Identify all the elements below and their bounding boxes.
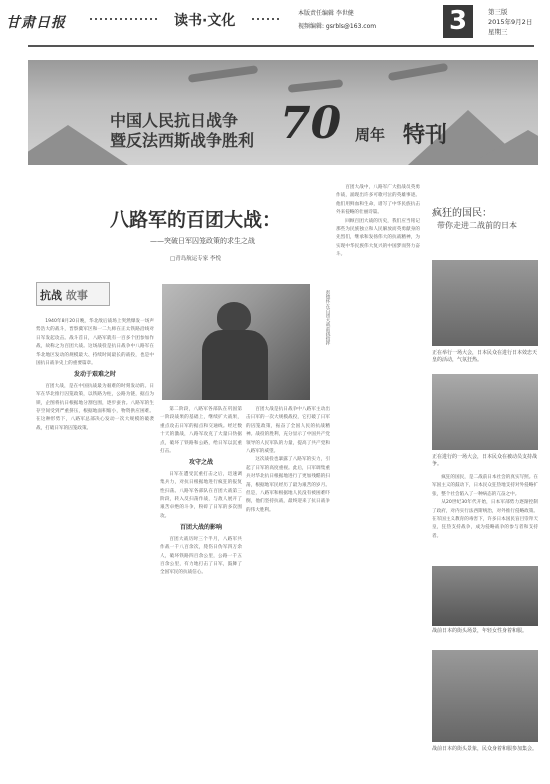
plane-silhouette bbox=[388, 63, 448, 81]
banner-special-issue: 特刊 bbox=[403, 123, 448, 148]
sidebar-caption-4: 战前日本的街头景象，民众身着和服参加集会。 bbox=[432, 746, 538, 752]
photo-figure-head bbox=[217, 302, 251, 332]
section-tag bbox=[40, 287, 88, 303]
article-paragraph: 日军在遭受沉重打击之后，迅速调集兵力，对抗日根据地进行疯狂的报复性扫荡。八路军各部队在百团大战第三阶段，转入反扫荡作战，与敌人展开了艰苦卓绝的斗争，粉碎了日军的多次围攻。 bbox=[160, 471, 242, 519]
top-rule bbox=[28, 45, 534, 47]
banner-anniversary: 周年 bbox=[355, 126, 386, 144]
article-paragraph: 1940年8月20日晚，华北敌后战场上突然爆发一场声势浩大的战斗，晋察冀军区和一二九师在正太铁路沿线对日军发起攻击。战斗首日，八路军就有一百多个团参加作战，故称之为百团大战。这场战役是抗日战争中八路军在华北地区发动的规模最大、持续时间最长的战役，也是中国抗日战争史上的重要篇章。 bbox=[36, 319, 154, 367]
sidebar-photo-3 bbox=[432, 566, 538, 626]
main-photo bbox=[162, 284, 310, 400]
article-paragraph: 百团大战历时三个半月，八路军共作战一千八百余次，毙伤日伪军四万余人，破坏铁路四百余公里，公路一千五百余公里，有力地打击了日军，鼓舞了全国军民的抗战信心。 bbox=[160, 536, 242, 576]
sidebar-paragraph: 疯狂的国民，是二战前日本社会的真实写照。在军国主义的鼓动下，日本民众狂热地支持对外侵略扩张，整个社会陷入了一种病态的亢奋之中。 bbox=[432, 475, 538, 497]
tag-sub: 故事 bbox=[65, 289, 88, 302]
sidebar-photo-1 bbox=[432, 260, 538, 346]
banner-seventy: 70 bbox=[280, 98, 342, 149]
article-column-1 bbox=[36, 318, 154, 770]
sidebar-photo-4 bbox=[432, 650, 538, 742]
edition-date: 2015年9月2日 bbox=[488, 18, 533, 26]
article-subhead: 攻守之战 bbox=[188, 459, 213, 467]
banner-line1: 中国人民抗日战争 bbox=[110, 111, 239, 130]
banner-line2: 暨反法西斯战争胜利 bbox=[110, 131, 255, 150]
mountain-silhouette bbox=[468, 130, 538, 165]
editor-credit: 本版责任编辑 李世健 bbox=[298, 10, 354, 17]
article-paragraph: 百团大战，是在中国抗战最为艰难的时刻发动的。日军在华北推行囚笼政策，以铁路为柱，公路为链，据点为锁，企图将抗日根据地分割包围，逐步蚕食。八路军的生存空间受到严重挤压，根据地面积缩小，物资供应困难。在这种形势下，八路军总部决心发动一次大规模的破袭战，打破日军的囚笼政策。 bbox=[36, 383, 154, 431]
sidebar-paragraph: 从20世纪30年代开始，日本军部势力逐渐控制了政府，对内实行法西斯统治，对外推行侵略政策。在军国主义教育的毒害下，许多日本国民盲目崇拜天皇，狂热支持战争，成为侵略战争的参与者和支持者。 bbox=[432, 500, 538, 539]
page-number: 3 bbox=[443, 5, 473, 38]
article-paragraph: 第二阶段，八路军各部队在巩固第一阶段战果的基础上，继续扩大战果，重点攻击日军的据点和交通线。经过数十天的激战，八路军攻克了大量日伪据点，破坏了铁路和公路，给日军以沉重打击。 bbox=[160, 407, 242, 455]
article-paragraph: 这次战役也暴露了八路军的实力，引起了日军的高度重视。此后，日军调集重兵对华北抗日根据地进行了更加残酷的扫荡，根据地军民经历了最为艰苦的岁月。但是，八路军和根据地人民没有被困难吓倒，他们坚持抗战，最终迎来了抗日战争的伟大胜利。 bbox=[246, 457, 330, 513]
sidebar-caption-3: 战前日本的街头场景，年轻女性身着和服。 bbox=[432, 628, 528, 634]
article-subtitle: ——突破日军囚笼政策的求生之战 bbox=[150, 237, 255, 245]
article-paragraph: 百团大战中，八路军广大指战员英勇作战，涌现出许多可歌可泣的英雄事迹。他们用鲜血和生命，谱写了中华民族抗击外来侵略的壮丽诗篇。 bbox=[336, 185, 420, 216]
masthead-dots-right bbox=[252, 18, 282, 20]
edition-weekday: 星期三 bbox=[488, 28, 508, 36]
article-paragraph: 回顾百团大战的历史，我们应当铭记那些为民族独立和人民解放而英勇献身的先烈们，继承和发扬伟大的抗战精神，为实现中华民族伟大复兴的中国梦而努力奋斗。 bbox=[336, 218, 420, 258]
edition-label: 第三版 bbox=[488, 8, 508, 16]
sidebar-caption-2: 正在进行的一场大会，日本民众在被动员支持战争。 bbox=[432, 454, 538, 467]
article-column-3 bbox=[246, 406, 330, 770]
sidebar-title: 疯狂的国民： bbox=[432, 208, 492, 219]
article-column-2 bbox=[160, 406, 242, 770]
main-photo-caption: 彭德怀在百团大战前线指挥 bbox=[325, 290, 330, 346]
article-author: □青岛航运专家 李悦 bbox=[170, 256, 221, 262]
designer-credit: 视频编辑: gsrbls@163.com bbox=[298, 23, 377, 30]
plane-silhouette bbox=[288, 79, 344, 93]
article-column-4 bbox=[336, 184, 420, 770]
article-title: 八路军的百团大战： bbox=[110, 209, 282, 231]
sidebar-caption-1: 正在举行一场大会，日本民众在进行日本效忠天皇的活动，气氛狂热。 bbox=[432, 350, 538, 363]
tag-main: 抗战 bbox=[40, 289, 62, 302]
section-name: 读书·文化 bbox=[174, 13, 236, 29]
masthead-dots-left bbox=[90, 18, 160, 20]
paper-name: 甘肃日报 bbox=[6, 15, 66, 31]
article-subhead: 百团大战的影响 bbox=[179, 524, 222, 532]
sidebar-subtitle: 带你走进二战前的日本 bbox=[437, 221, 517, 230]
sidebar-photo-2 bbox=[432, 374, 538, 450]
photo-figure-body bbox=[202, 330, 268, 400]
article-paragraph: 百团大战是抗日战争中八路军主动出击日军的一次大规模战役，它打破了日军的囚笼政策，振奋了全国人民的抗战精神。战役的胜利，充分显示了中国共产党领导的人民军队的力量，提高了共产党和八路军的威望。 bbox=[246, 407, 330, 455]
sidebar-text bbox=[432, 474, 538, 564]
article-subhead: 发动于艰难之时 bbox=[73, 371, 116, 379]
plane-silhouette bbox=[188, 65, 258, 83]
edition-info bbox=[488, 7, 532, 37]
